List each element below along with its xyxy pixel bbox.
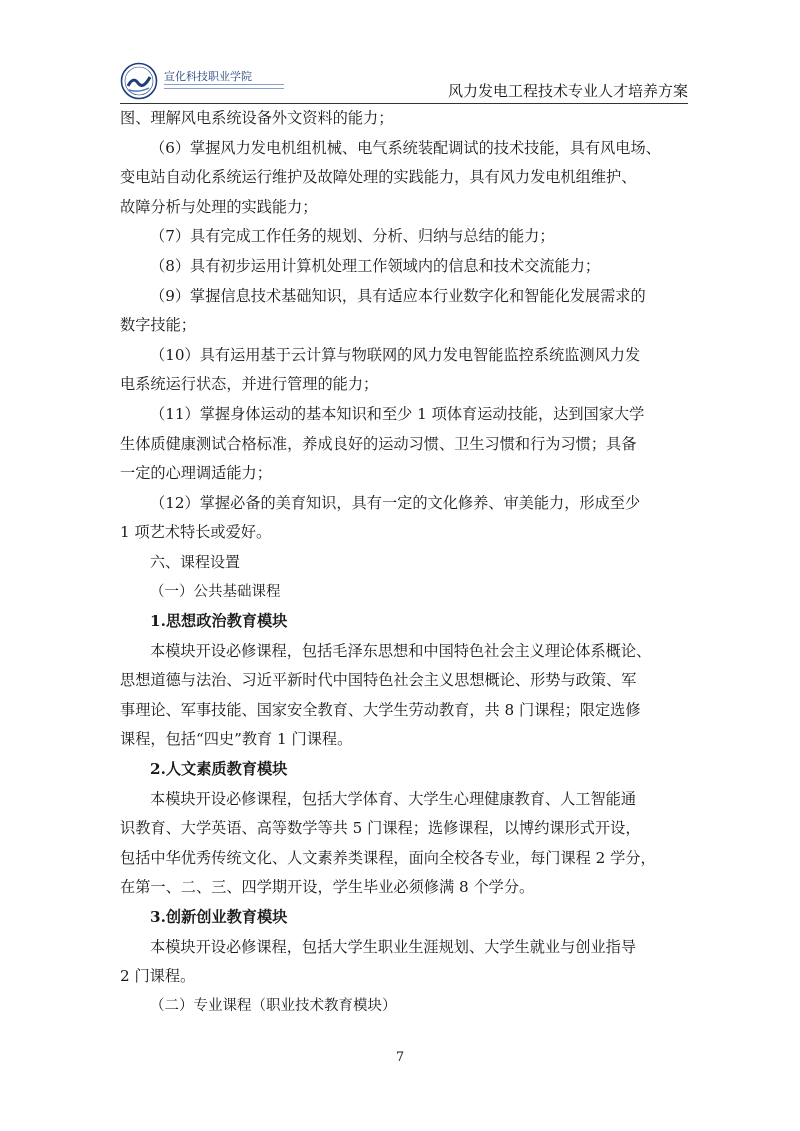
body-text-line: 在第一、二、三、四学期开设，学生毕业必须修满 8 个学分。 (120, 878, 535, 897)
body-text-line: （7）具有完成工作任务的规划、分析、归纳与总结的能力； (150, 227, 555, 246)
body-text-line: （6）掌握风力发电机组机械、电气系统装配调试的技术技能，具有风电场、 (150, 138, 661, 157)
body-text-line: 2 门课程。 (120, 967, 196, 986)
body-text-line: 识教育、大学英语、高等数学等共 5 门课程；选修课程，以博约课形式开设， (120, 819, 641, 838)
body-text-line: 思想道德与法治、习近平新时代中国特色社会主义思想概论、形势与政策、军 (120, 671, 637, 690)
page-number: 7 (395, 1050, 405, 1065)
body-text-line: 课程，包括“四史”教育 1 门课程。 (120, 730, 353, 749)
school-name: 宣化科技职业学院 (164, 70, 252, 83)
body-text-line: 电系统运行状态，并进行管理的能力； (120, 375, 379, 394)
section-heading: （一）公共基础课程 (150, 583, 281, 600)
body-text-line: 生体质健康测试合格标准，养成良好的运动习惯、卫生习惯和行为习惯；具备 (120, 434, 637, 453)
section-heading: 3.创新创业教育模块 (150, 908, 288, 927)
body-text-line: （8）具有初步运用计算机处理工作领域内的信息和技术交流能力； (150, 256, 601, 275)
body-text-line: （9）掌握信息技术基础知识，具有适应本行业数字化和智能化发展需求的 (150, 286, 646, 305)
school-logo-icon (120, 62, 158, 100)
body-text-line: 本模块开设必修课程，包括毛泽东思想和中国特色社会主义理论体系概论、 (150, 641, 652, 660)
body-text-line: 数字技能； (120, 316, 196, 335)
body-text-line: 包括中华优秀传统文化、人文素养类课程，面向全校各专业，每门课程 2 学分， (120, 848, 656, 867)
section-heading: （二）专业课程（职业技术教育模块） (150, 997, 397, 1014)
body-text-line: （12）掌握必备的美育知识，具有一定的文化修养、审美能力，形成至少 (150, 493, 641, 512)
body-text-line: 变电站自动化系统运行维护及故障处理的实践能力，具有风力发电机组维护、 (120, 168, 637, 187)
body-text-line: 事理论、军事技能、国家安全教育、大学生劳动教育，共 8 门课程；限定选修 (120, 700, 641, 719)
body-text-line: 1 项艺术特长或爱好。 (120, 523, 272, 542)
body-text-line: （10）具有运用基于云计算与物联网的风力发电智能监控系统监测风力发 (150, 345, 641, 364)
body-text-line: 本模块开设必修课程，包括大学体育、大学生心理健康教育、人工智能通 (150, 789, 636, 808)
body-text-line: 一定的心理调适能力； (120, 464, 272, 483)
page-body (120, 104, 688, 1021)
body-text-line: 图、理解风电系统设备外文资料的能力； (120, 109, 394, 127)
section-heading: 2.人文素质教育模块 (150, 760, 288, 779)
body-text-line: 故障分析与处理的实践能力； (120, 197, 318, 216)
school-name-underline (164, 84, 284, 89)
document-title: 风力发电工程技术专业人才培养方案 (447, 82, 688, 100)
section-heading: 六、课程设置 (150, 552, 241, 571)
page-header (120, 62, 688, 102)
body-text-line: （11）掌握身体运动的基本知识和至少 1 项体育运动技能，达到国家大学 (150, 404, 645, 423)
body-text-line: 本模块开设必修课程，包括大学生职业生涯规划、大学生就业与创业指导 (150, 937, 636, 956)
section-heading: 1.思想政治教育模块 (150, 612, 288, 631)
